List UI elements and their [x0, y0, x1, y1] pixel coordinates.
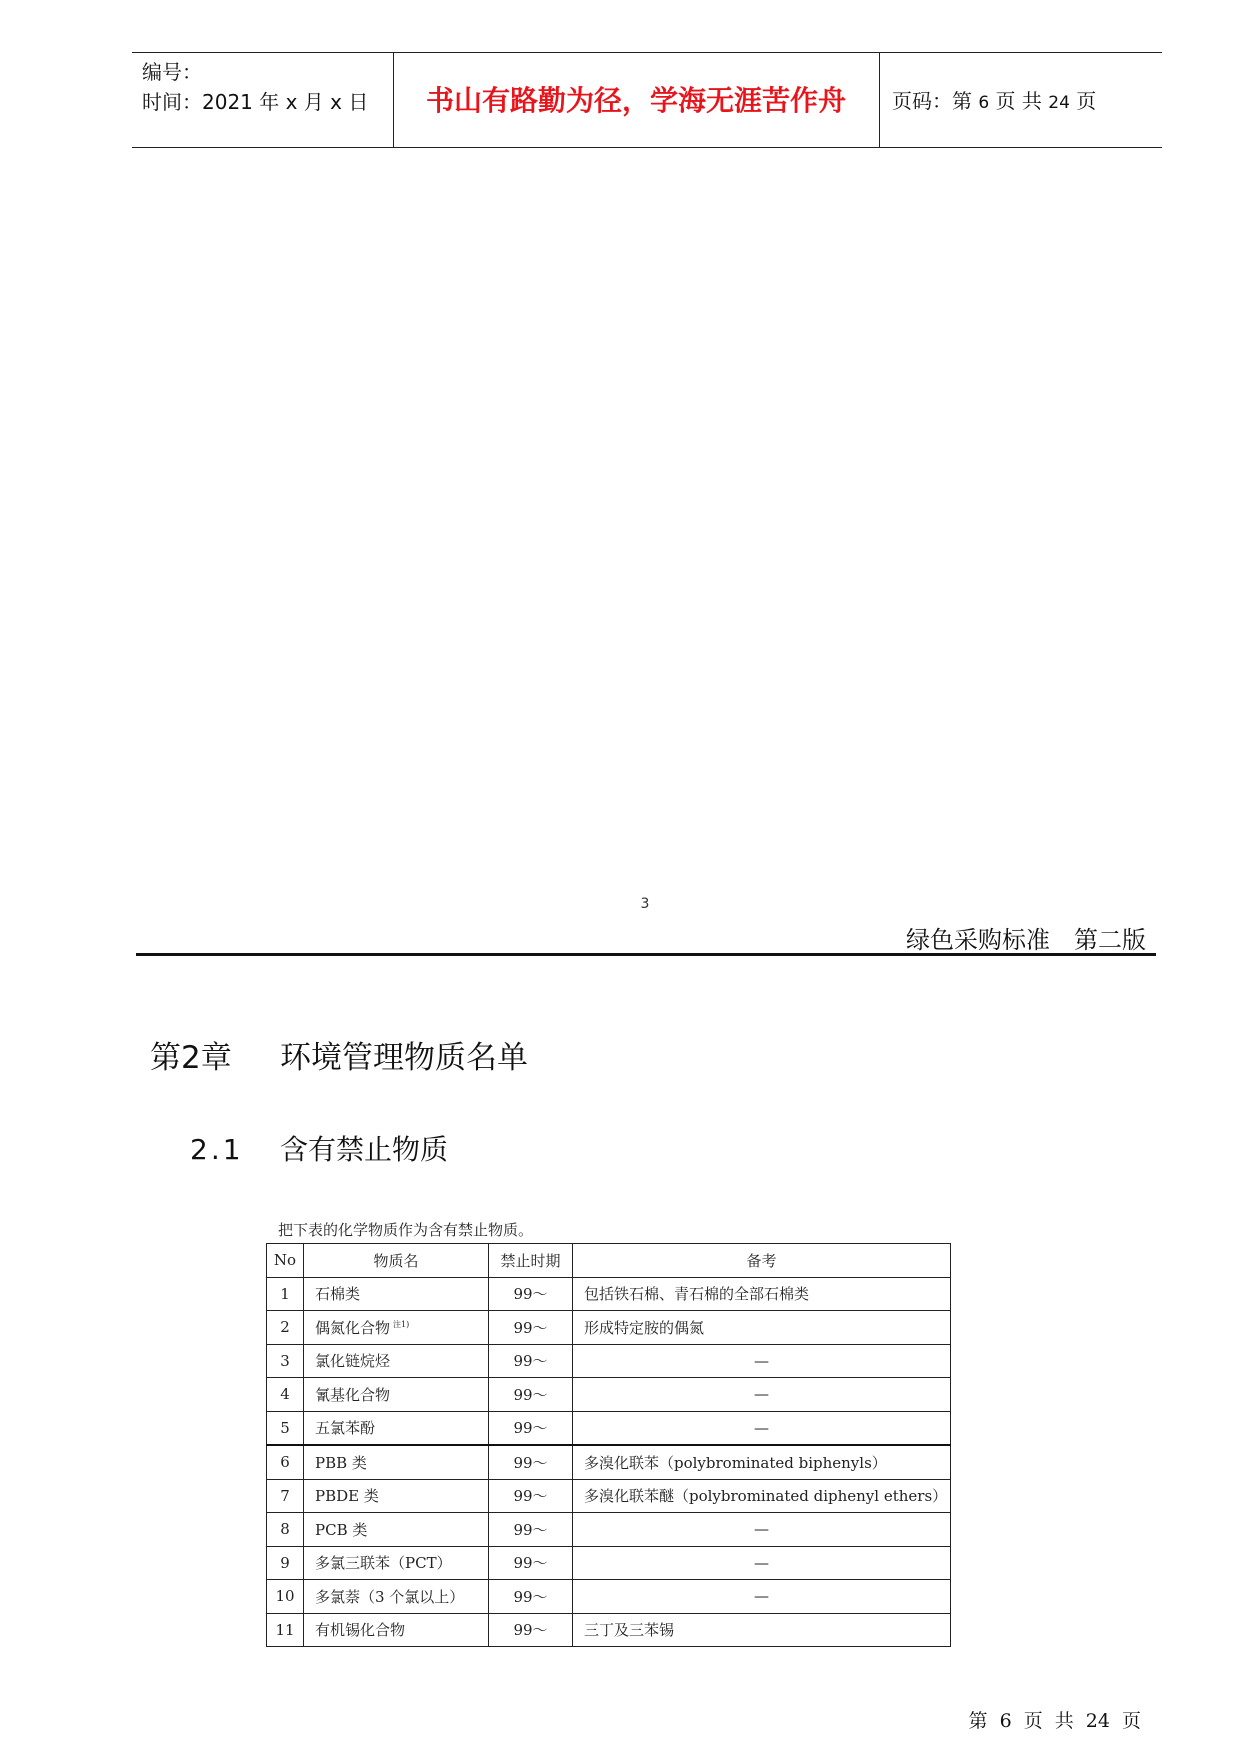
- prohibited-substances-table: [266, 1243, 951, 1647]
- header-note: 备考: [573, 1244, 951, 1278]
- cell-period: 99～: [489, 1613, 573, 1647]
- cell-note: —: [573, 1378, 951, 1412]
- cell-period: 99～: [489, 1277, 573, 1311]
- cell-period: 99～: [489, 1344, 573, 1378]
- cell-note: 多溴化联苯（polybrominated biphenyls）: [573, 1445, 951, 1479]
- substance-name: 五氯苯酚: [315, 1419, 376, 1438]
- cell-period: 99～: [489, 1378, 573, 1412]
- table-row: [267, 1411, 951, 1445]
- table-row: [267, 1277, 951, 1311]
- cell-period: 99～: [489, 1445, 573, 1479]
- cell-name: [304, 1445, 489, 1479]
- table-row: [267, 1445, 951, 1479]
- header-period: 禁止时期: [489, 1244, 573, 1278]
- cell-period: 99～: [489, 1513, 573, 1547]
- cell-no: 7: [267, 1479, 304, 1513]
- cell-no: 11: [267, 1613, 304, 1647]
- cell-no: 9: [267, 1546, 304, 1580]
- cell-note: 包括铁石棉、青石棉的全部石棉类: [573, 1277, 951, 1311]
- cell-name: [304, 1411, 489, 1445]
- header-name: 物质名: [304, 1244, 489, 1278]
- intro-text: 把下表的化学物质作为含有禁止物质。: [278, 1221, 534, 1239]
- substance-name: 多氯萘（3 个氯以上）: [315, 1587, 465, 1606]
- cell-name: [304, 1277, 489, 1311]
- table-row: [267, 1513, 951, 1547]
- footnote-marker: 注1): [393, 1319, 410, 1329]
- cell-note: 形成特定胺的偶氮: [573, 1311, 951, 1345]
- cell-name: [304, 1613, 489, 1647]
- section-heading: [190, 1128, 448, 1168]
- table-row: [267, 1613, 951, 1647]
- section-title: 含有禁止物质: [280, 1133, 449, 1166]
- cell-no: 4: [267, 1378, 304, 1412]
- cell-note: —: [573, 1344, 951, 1378]
- page-total: 24: [1048, 93, 1070, 113]
- cell-note: —: [573, 1411, 951, 1445]
- cell-name: [304, 1479, 489, 1513]
- table-row: [267, 1311, 951, 1345]
- substance-name: 石棉类: [315, 1285, 361, 1304]
- cell-name: [304, 1378, 489, 1412]
- chapter-heading: [150, 1032, 528, 1077]
- header-page-info: [892, 85, 1096, 114]
- cell-name: [304, 1546, 489, 1580]
- cell-no: 1: [267, 1277, 304, 1311]
- page-header: [132, 52, 1162, 148]
- cell-note: 多溴化联苯醚（polybrominated diphenyl ethers）: [573, 1479, 951, 1513]
- cell-name: [304, 1580, 489, 1614]
- page-suffix: 页: [1076, 89, 1097, 113]
- cell-no: 5: [267, 1411, 304, 1445]
- page-footer: 第 6 页 共 24 页: [968, 1710, 1141, 1732]
- cell-name: [304, 1513, 489, 1547]
- previous-page-number: 3: [640, 896, 650, 912]
- header-divider: [879, 53, 880, 147]
- table-row: [267, 1378, 951, 1412]
- section-number: 2.1: [190, 1133, 244, 1166]
- substance-name: PCB 类: [315, 1520, 368, 1539]
- header-no: No: [267, 1244, 304, 1278]
- cell-period: 99～: [489, 1580, 573, 1614]
- cell-name: [304, 1311, 489, 1345]
- substance-name: 多氯三联苯（PCT）: [315, 1554, 452, 1573]
- table-header-row: [267, 1244, 951, 1278]
- cell-no: 10: [267, 1580, 304, 1614]
- page-mid: 页 共: [995, 89, 1042, 113]
- cell-note: —: [573, 1513, 951, 1547]
- time-label: 时间：2021 年 x 月 x 日: [142, 90, 369, 114]
- substance-name: 偶氮化合物: [315, 1318, 391, 1337]
- cell-no: 2: [267, 1311, 304, 1345]
- chapter-number: 第2章: [150, 1040, 232, 1076]
- page-current: 6: [978, 93, 990, 113]
- cell-no: 6: [267, 1445, 304, 1479]
- cell-name: [304, 1344, 489, 1378]
- cell-period: 99～: [489, 1411, 573, 1445]
- cell-period: 99～: [489, 1546, 573, 1580]
- table-row: [267, 1479, 951, 1513]
- substance-name: 氰基化合物: [315, 1385, 391, 1404]
- substance-name: 有机锡化合物: [315, 1621, 406, 1640]
- substance-name: 氯化链烷烃: [315, 1352, 391, 1371]
- header-motto: 书山有路勤为径，学海无涯苦作舟: [425, 84, 846, 117]
- substance-name: PBB 类: [315, 1453, 367, 1472]
- cell-note: 三丁及三苯锡: [573, 1613, 951, 1647]
- table-row: [267, 1344, 951, 1378]
- running-head-rule: [136, 953, 1156, 956]
- cell-period: 99～: [489, 1479, 573, 1513]
- header-meta: [142, 57, 368, 117]
- table-row: [267, 1580, 951, 1614]
- number-label: 编号：: [142, 60, 202, 84]
- cell-no: 8: [267, 1513, 304, 1547]
- page-prefix: 页码：第: [892, 89, 972, 113]
- chapter-title: 环境管理物质名单: [280, 1040, 528, 1076]
- substance-name: PBDE 类: [315, 1487, 379, 1506]
- cell-no: 3: [267, 1344, 304, 1378]
- table-row: [267, 1546, 951, 1580]
- running-head: 绿色采购标准 第二版: [906, 926, 1146, 954]
- cell-note: —: [573, 1580, 951, 1614]
- cell-period: 99～: [489, 1311, 573, 1345]
- cell-note: —: [573, 1546, 951, 1580]
